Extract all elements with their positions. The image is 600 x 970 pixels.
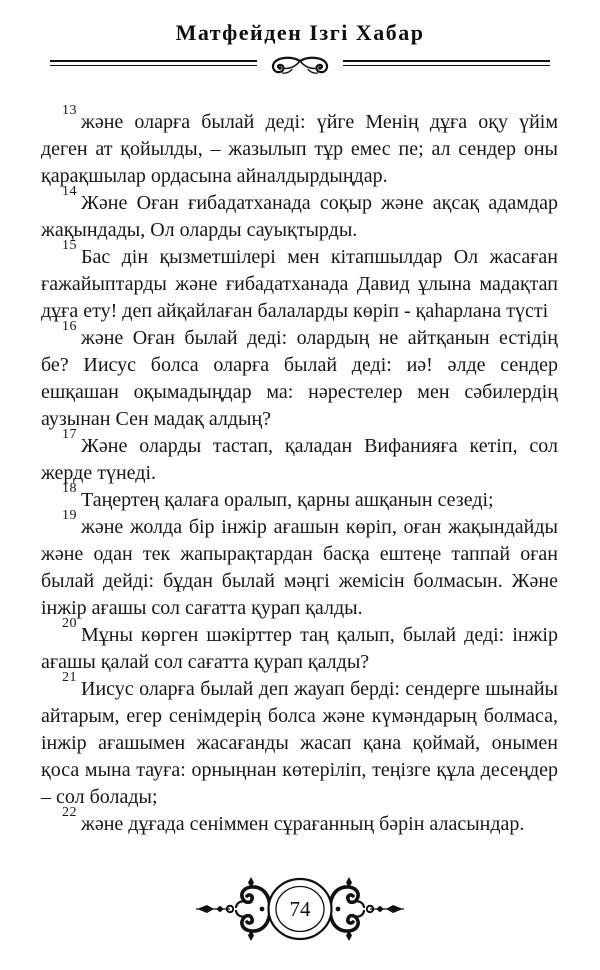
verse-number: 20 (62, 616, 77, 632)
verse-paragraph: $^{20}$Мұны көрген шәкірттер таң қалып, былай деді: інжір ағашы қалай сол сағатта қурап қалды? (41, 616, 558, 673)
scroll-flourish-icon (257, 56, 343, 78)
verse-number: 22 (62, 805, 77, 821)
verse-paragraph: $^{15}$Бас дін қызметшілері мен кітапшылдар Ол жасаған ғажайыптарды және ғибадатханада Давид ұлына мадақтап дұға ету! деп айқайлаған балаларды көріп - қаһарлана түсті (41, 238, 558, 322)
page-number: 74 (289, 897, 311, 921)
verse-list (41, 103, 558, 838)
verse-number: 13 (62, 103, 77, 119)
verse-paragraph: $^{19}$және жолда бір інжір ағашын көріп, оған жақындайды және одан тек жапырақтардан басқа ештеңе таппай оған былай дейді: бұдан былай мәңгі жемісін болмасын. Және інжір ағашы сол сағатта қурап қалды. (41, 508, 558, 619)
page-header (0, 0, 600, 84)
verse-number: 21 (62, 670, 77, 686)
verse-paragraph: $^{13}$және оларға былай деді: үйге Менің дұға оқу үйім деген ат қойылды, – жазылып тұр емес пе; ал сендер оны қарақшылар ордасына айналдырдыңдар. (41, 103, 558, 187)
verse-number: 16 (62, 319, 77, 335)
page-title: Матфейден Ізгі Хабар (175, 20, 425, 45)
verse-paragraph: $^{16}$және Оған былай деді: олардың не айтқанын естідің бе? Иисус болса оларға былай деді: иә! әлде сендер ешқашан оқымадыңдар ма: нәрестелер мен сәбилердің аузынан Сен мадақ алдың? (41, 319, 558, 430)
verse-paragraph: $^{17}$Және оларды тастап, қаладан Вифанияға кетіп, сол жерде түнеді. (41, 427, 558, 484)
verse-paragraph: $^{22}$және дұғада сеніммен сұрағанның бәрін аласындар. (62, 805, 525, 835)
verse-number: 18 (62, 481, 77, 497)
fleur-scroll-icon (196, 877, 270, 941)
verse-paragraph: $^{14}$Және Оған ғибадатханада соқыр және ақсақ адамдар жақындады, Ол оларды сауықтырды. (41, 184, 558, 241)
verse-number: 19 (62, 508, 77, 524)
verse-number: 15 (62, 238, 77, 254)
verse-paragraph: $^{21}$Иисус оларға былай деп жауап берді: сендерге шынайы айтарым, егер сенімдерің болса және күмәндарың болмаса, інжір ағашымен жасағанды жасап қана қоймай, онымен қоса мына тауға: орныңнан көтеріліп, теңізге құла десеңдер – сол болады; (41, 670, 558, 808)
verse-paragraph: $^{18}$Таңертең қалаға оралып, қарны ашқанын сезеді; (62, 481, 494, 511)
header-divider (50, 60, 550, 84)
verse-number: 14 (62, 184, 77, 200)
footer-medallion-ornament (192, 876, 408, 942)
scripture-text (41, 103, 558, 838)
verse-number: 17 (62, 427, 77, 443)
